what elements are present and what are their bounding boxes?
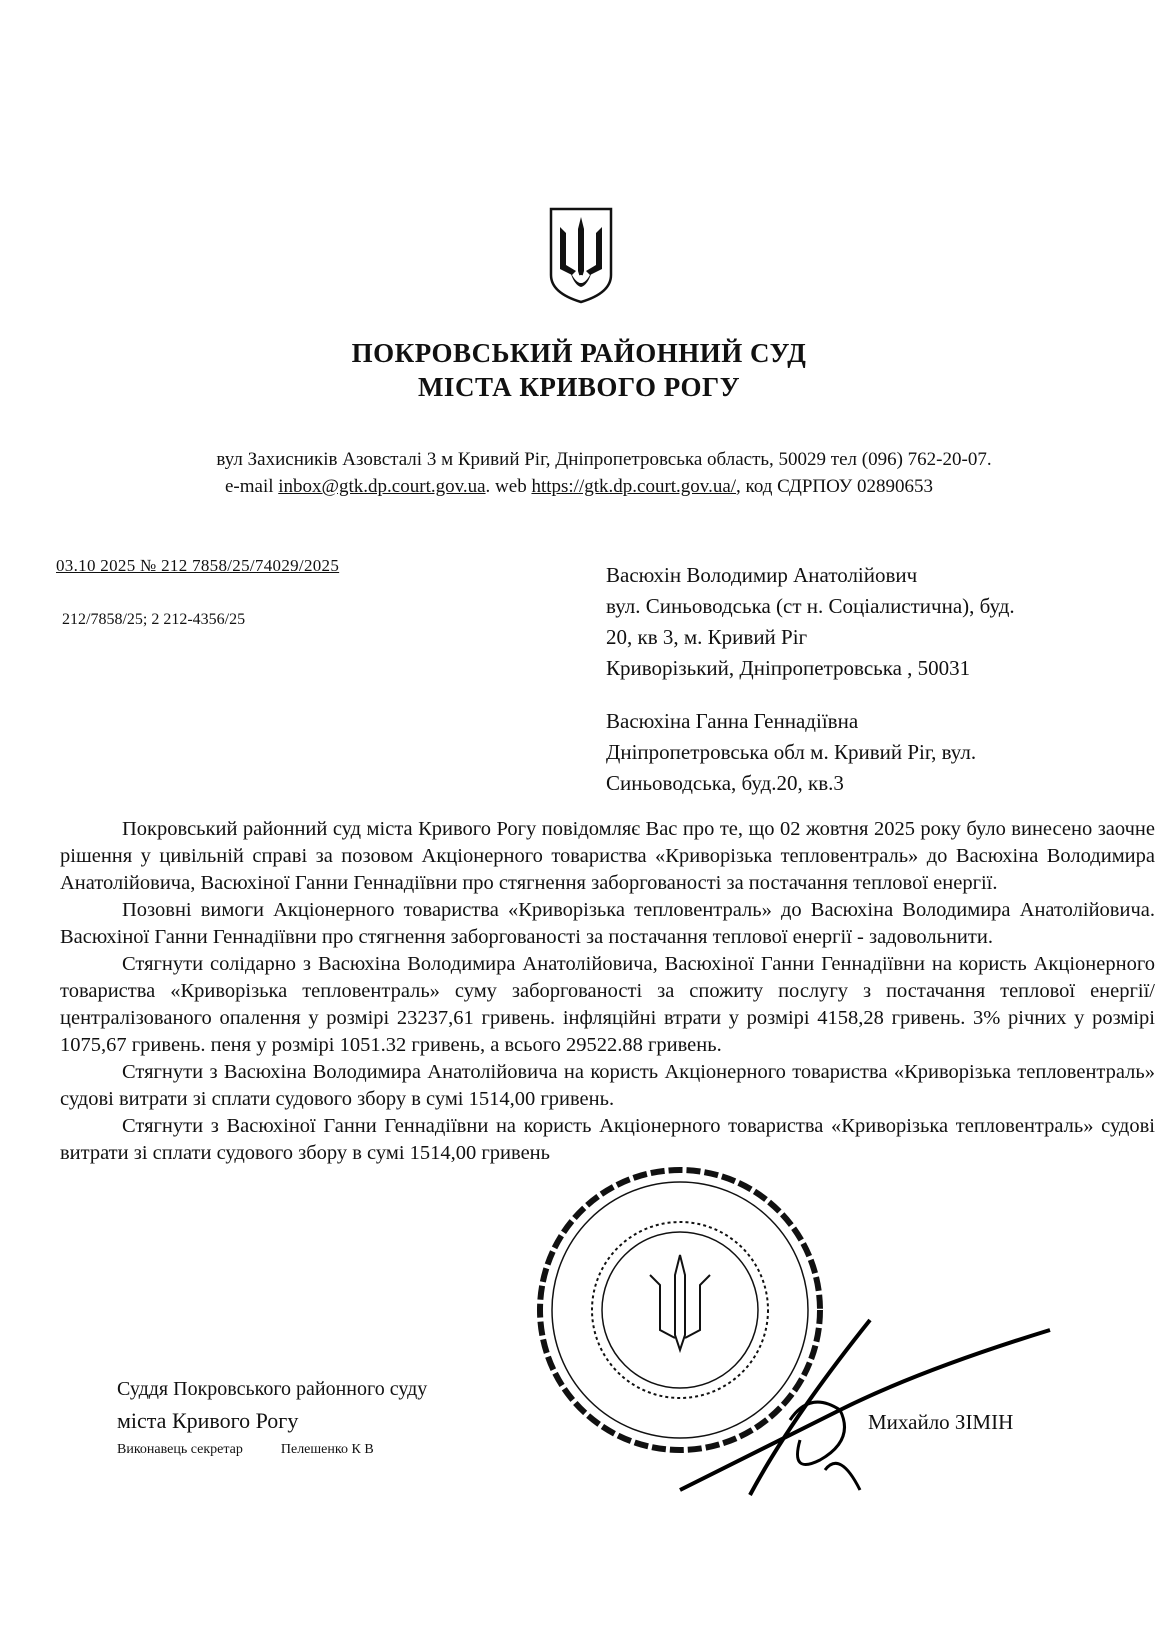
email-label: e-mail: [224, 476, 279, 497]
executor-name: Пелешенко К В: [280, 1442, 374, 1457]
court-contacts: [0, 474, 1158, 500]
court-address: вул Захисників Азовсталі 3 м Кривий Ріг, Дніпропетровська область, 50029 тел (096) 762-20-07.: [216, 449, 992, 470]
handwritten-signature-icon: [640, 1300, 1060, 1500]
executor-label: Виконавець секретар: [117, 1442, 243, 1457]
body-paragraph: Стягнути солідарно з Васюхіна Володимира Анатолійовича, Васюхіної Ганни Геннадіївни на користь Акціонерного товариства «Криворізька тепловентраль» суму заборгованості за спожиту послугу з постачання теплової енергії/централізованого опалення у розмірі 23237,61 гривень. інфляційні втрати у розмірі 4158,28 гривень. 3% річних у розмірі 1075,67 гривень. пеня у розмірі 1051.32 гривень, а всього 29522.88 гривень.: [60, 953, 1155, 1056]
web-label: . web: [485, 476, 532, 497]
signer-name: Михайло ЗІМІН: [868, 1410, 1014, 1434]
letter-body: [60, 816, 1155, 1167]
body-paragraph: Позовні вимоги Акціонерного товариства «Криворізька тепловентраль» до Васюхіна Володимира Анатолійовича. Васюхіної Ганни Геннадіївни про стягнення заборгованості за постачання теплової енергії - задовольнити.: [60, 899, 1155, 948]
recipient-address-line: вул. Синьоводська (ст н. Соціалистична), буд.: [606, 594, 1015, 618]
case-numbers: 212/7858/25; 2 212-4356/25: [62, 611, 246, 628]
recipient-1: [606, 560, 1015, 684]
judge-title-line1: Суддя Покровського районного суду: [117, 1378, 428, 1400]
recipient-2: [606, 706, 976, 799]
recipient-address-line: Синьоводська, буд.20, кв.3: [606, 771, 844, 795]
coat-of-arms-icon: [548, 205, 614, 305]
recipient-address-line: Дніпропетровська обл м. Кривий Ріг, вул.: [606, 740, 977, 764]
recipient-address-line: 20, кв 3, м. Кривий Ріг: [606, 625, 808, 649]
executor-line: [117, 1442, 374, 1458]
web-link[interactable]: https://gtk.dp.court.gov.ua/: [531, 476, 737, 497]
email-link[interactable]: inbox@gtk.dp.court.gov.ua: [278, 476, 486, 497]
body-paragraph: Стягнути з Васюхіної Ганни Геннадіївни на користь Акціонерного товариства «Криворізька тепловентраль» судові витрати зі сплати судового збору в сумі 1514,00 гривень: [60, 1115, 1155, 1164]
outgoing-reference-number: 03.10 2025 № 212 7858/25/74029/2025: [56, 556, 340, 575]
recipient-name: Васюхіна Ганна Геннадіївна: [606, 709, 859, 733]
court-name-line2: МІСТА КРИВОГО РОГУ: [417, 372, 741, 402]
recipient-name: Васюхін Володимир Анатолійович: [606, 563, 918, 587]
body-paragraph: Стягнути з Васюхіна Володимира Анатолійовича на користь Акціонерного товариства «Криворізька тепловентраль» судові витрати зі сплати судового збору в сумі 1514,00 гривень.: [60, 1061, 1155, 1110]
body-paragraph: Покровський районний суд міста Кривого Рогу повідомляє Вас про те, що 02 жовтня 2025 року було винесено заочне рішення у цивільній справі за позовом Акціонерного товариства «Криворізька тепловентраль» до Васюхіна Володимира Анатолійовича, Васюхіної Ганни Геннадіївни про стягнення заборгованості за постачання теплової енергії.: [60, 818, 1155, 894]
court-name-line1: ПОКРОВСЬКИЙ РАЙОННИЙ СУД: [351, 338, 807, 368]
edrpou-code: , код СДРПОУ 02890653: [736, 476, 934, 497]
recipient-address-line: Криворізький, Дніпропетровська , 50031: [606, 656, 971, 680]
judge-title-line2: міста Кривого Рогу: [117, 1408, 299, 1433]
